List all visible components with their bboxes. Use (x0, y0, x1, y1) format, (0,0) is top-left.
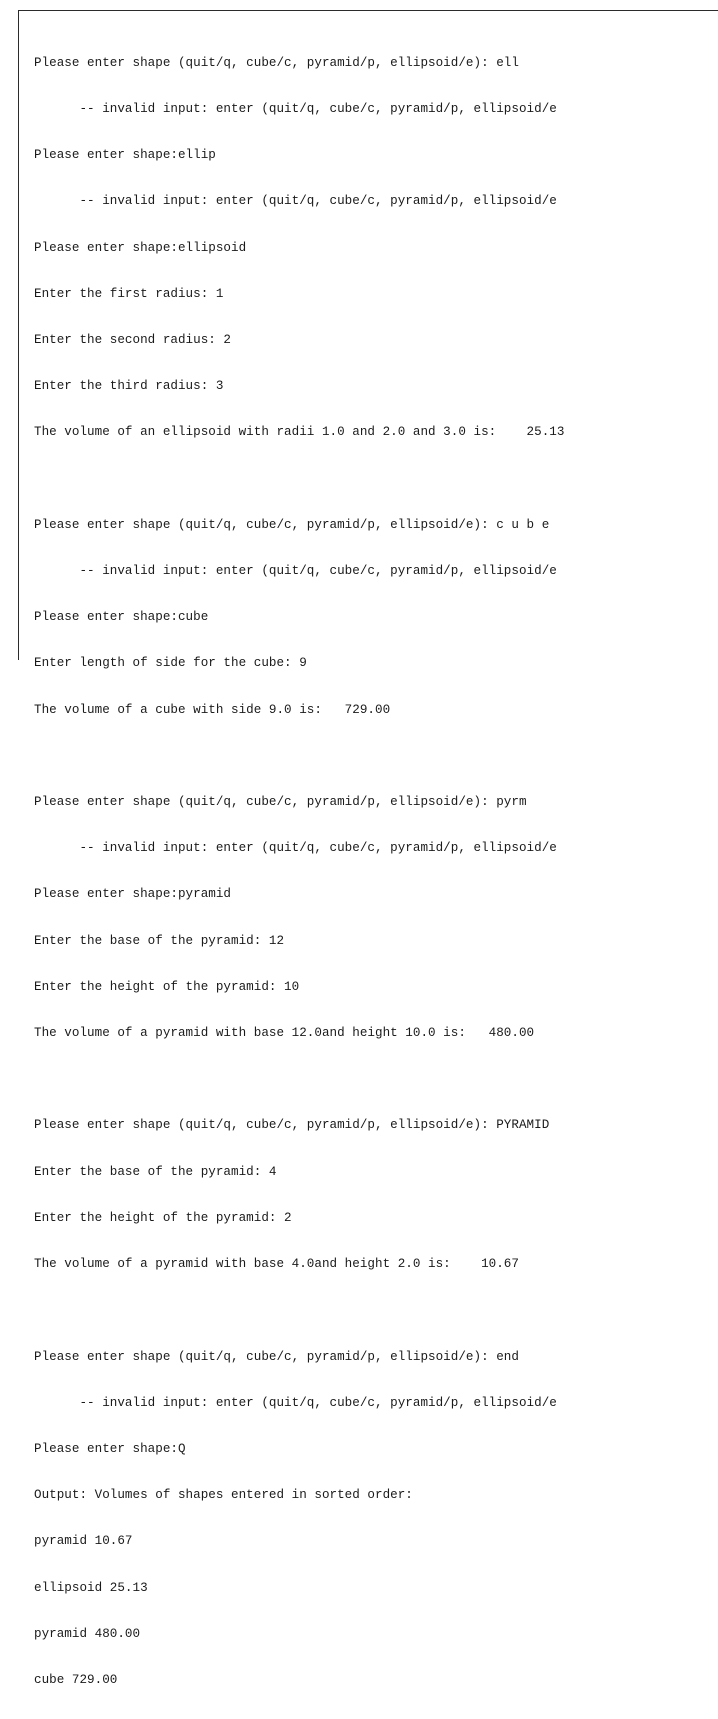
console-line: The volume of a pyramid with base 12.0and height 10.0 is: 480.00 (34, 1026, 535, 1041)
blank-line (34, 472, 564, 487)
console-line: Enter the height of the pyramid: 2 (34, 1210, 292, 1225)
console-line: cube 729.00 (34, 1672, 118, 1687)
console-line: Enter the second radius: 2 (34, 333, 232, 348)
console-line: -- invalid input: enter (quit/q, cube/c, pyramid/p, ellipsoid/e (34, 564, 557, 579)
console-line: -- invalid input: enter (quit/q, cube/c, pyramid/p, ellipsoid/e (34, 841, 557, 856)
console-line: Please enter shape:cube (34, 610, 209, 625)
console-line: Please enter shape:pyramid (34, 887, 232, 902)
console-line: The volume of an ellipsoid with radii 1.0 and 2.0 and 3.0 is: 25.13 (34, 425, 565, 440)
blank-line (34, 1303, 564, 1318)
console-line: Please enter shape:ellipsoid (34, 240, 247, 255)
console-line: ellipsoid 25.13 (34, 1580, 148, 1595)
console-line: pyramid 10.67 (34, 1534, 133, 1549)
console-line: Please enter shape:ellip (34, 148, 216, 163)
console-line: -- invalid input: enter (quit/q, cube/c, pyramid/p, ellipsoid/e (34, 194, 557, 209)
console-line: Please enter shape (quit/q, cube/c, pyramid/p, ellipsoid/e): PYRAMID (34, 1118, 550, 1133)
console-line: Please enter shape (quit/q, cube/c, pyramid/p, ellipsoid/e): c u b e (34, 517, 550, 532)
blank-line (34, 749, 564, 764)
console-line: Please enter shape (quit/q, cube/c, pyramid/p, ellipsoid/e): ell (34, 55, 519, 70)
console-line: -- invalid input: enter (quit/q, cube/c, pyramid/p, ellipsoid/e (34, 1395, 557, 1410)
console-line: Please enter shape (quit/q, cube/c, pyramid/p, ellipsoid/e): end (34, 1349, 519, 1364)
console-line: Please enter shape:Q (34, 1441, 186, 1456)
console-line: The volume of a pyramid with base 4.0and height 2.0 is: 10.67 (34, 1257, 519, 1272)
console-line: Enter the first radius: 1 (34, 286, 224, 301)
console-line: Enter the height of the pyramid: 10 (34, 979, 300, 994)
console-line: Enter length of side for the cube: 9 (34, 656, 307, 671)
console-line: -- invalid input: enter (quit/q, cube/c, pyramid/p, ellipsoid/e (34, 102, 557, 117)
blank-line (34, 1072, 564, 1087)
console-window (18, 10, 718, 1687)
console-line: Enter the base of the pyramid: 12 (34, 933, 285, 948)
console-line: The volume of a cube with side 9.0 is: 729.00 (34, 702, 391, 717)
console-line: Enter the base of the pyramid: 4 (34, 1164, 277, 1179)
console-line: pyramid 480.00 (34, 1626, 141, 1641)
console-line: Enter the third radius: 3 (34, 379, 224, 394)
console-line: Output: Volumes of shapes entered in sorted order: (34, 1488, 413, 1503)
console-output (34, 25, 564, 1719)
console-line: Please enter shape (quit/q, cube/c, pyramid/p, ellipsoid/e): pyrm (34, 795, 527, 810)
